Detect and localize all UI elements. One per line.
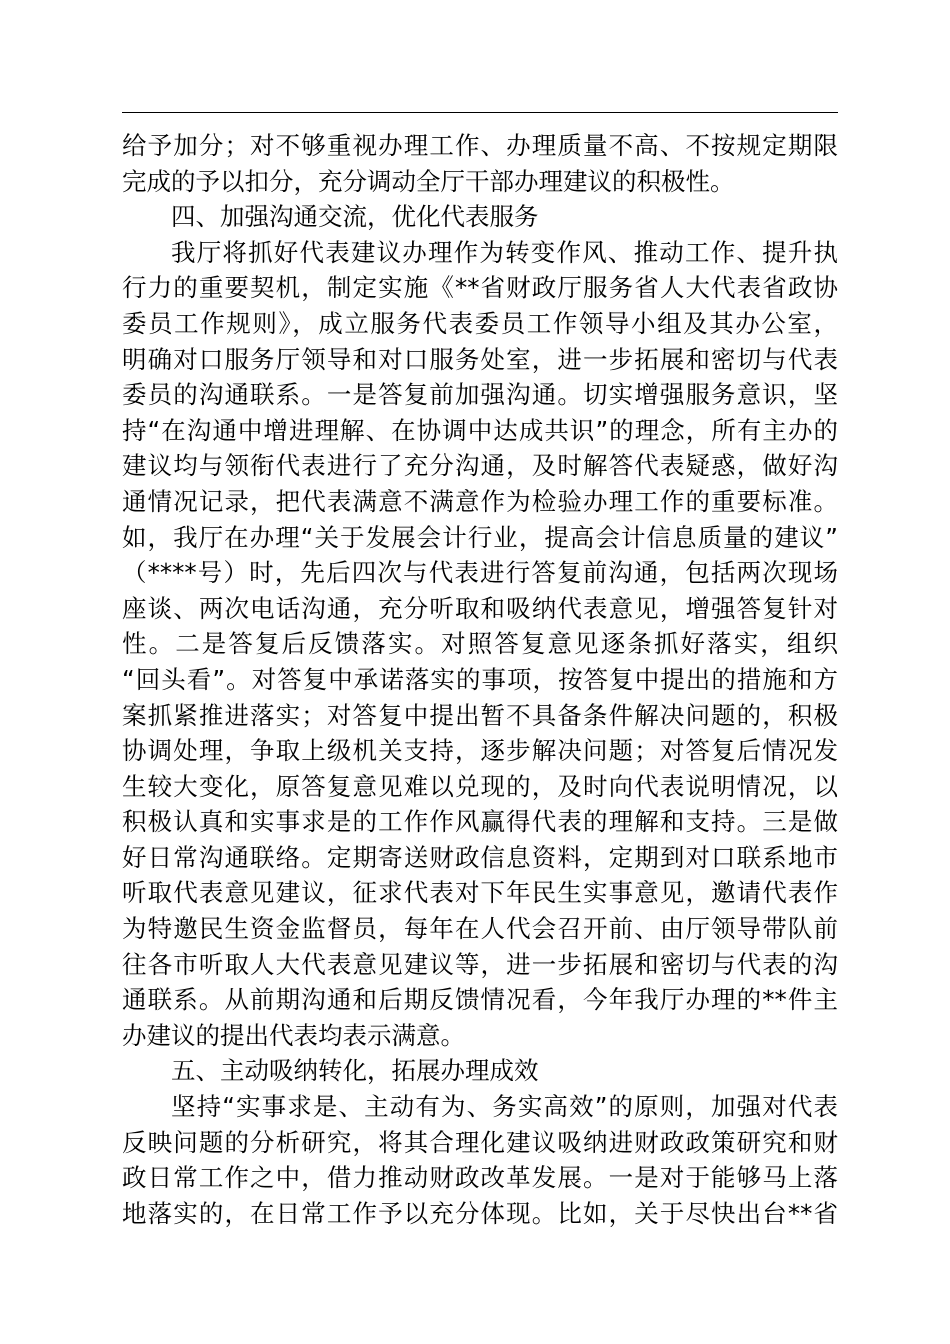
- text-line: 通情况记录，把代表满意不满意作为检验办理工作的重要标准。: [122, 486, 838, 516]
- text-line: 地落实的，在日常工作予以充分体现。比如，关于尽快出台**省: [122, 1198, 838, 1228]
- text-line: 持“在沟通中增进理解、在协调中达成共识”的理念，所有主办的: [122, 415, 838, 445]
- text-line: 完成的予以扣分，充分调动全厅干部办理建议的积极性。: [122, 166, 735, 196]
- text-line: 座谈、两次电话沟通，充分听取和吸纳代表意见，增强答复针对: [122, 593, 838, 623]
- text-line: 建议均与领衔代表进行了充分沟通，及时解答代表疑惑，做好沟: [122, 451, 838, 481]
- text-line: 为特邀民生资金监督员，每年在人代会召开前、由厅领导带队前: [122, 914, 838, 944]
- text-line: 我厅将抓好代表建议办理作为转变作风、推动工作、提升执: [171, 237, 838, 267]
- text-line: （****号）时，先后四次与代表进行答复前沟通，包括两次现场: [122, 558, 838, 588]
- text-line: 如，我厅在办理“关于发展会计行业，提高会计信息质量的建议”: [122, 522, 838, 552]
- text-line: 性。二是答复后反馈落实。对照答复意见逐条抓好落实，组织: [122, 629, 838, 659]
- text-line: “回头看”。对答复中承诺落实的事项，按答复中提出的措施和方: [122, 664, 838, 694]
- text-line: 政日常工作之中，借力推动财政改革发展。一是对于能够马上落: [122, 1163, 838, 1193]
- text-line: 案抓紧推进落实；对答复中提出暂不具备条件解决问题的，积极: [122, 700, 838, 730]
- text-line: 通联系。从前期沟通和后期反馈情况看，今年我厅办理的**件主: [122, 985, 838, 1015]
- section-heading: 五、主动吸纳转化，拓展办理成效: [171, 1056, 539, 1086]
- text-line: 给予加分；对不够重视办理工作、办理质量不高、不按规定期限: [122, 131, 838, 160]
- text-line: 委员工作规则》，成立服务代表委员工作领导小组及其办公室，: [122, 308, 838, 338]
- text-line: 生较大变化，原答复意见难以兑现的，及时向代表说明情况，以: [122, 771, 838, 801]
- text-line: 协调处理，争取上级机关支持，逐步解决问题；对答复后情况发: [122, 736, 838, 766]
- text-line: 明确对口服务厅领导和对口服务处室，进一步拓展和密切与代表: [122, 344, 838, 374]
- text-line: 办建议的提出代表均表示满意。: [122, 1020, 465, 1050]
- header-rule: [122, 112, 838, 113]
- text-line: 积极认真和实事求是的工作作风赢得代表的理解和支持。三是做: [122, 807, 838, 837]
- text-line: 行力的重要契机，制定实施《**省财政厅服务省人大代表省政协: [122, 273, 838, 303]
- text-line: 听取代表意见建议，征求代表对下年民生实事意见，邀请代表作: [122, 878, 838, 908]
- text-line: 委员的沟通联系。一是答复前加强沟通。切实增强服务意识，坚: [122, 380, 838, 410]
- text-line: 坚持“实事求是、主动有为、务实高效”的原则，加强对代表: [171, 1092, 838, 1122]
- text-line: 好日常沟通联络。定期寄送财政信息资料，定期到对口联系地市: [122, 842, 838, 872]
- text-line: 往各市听取人大代表意见建议等，进一步拓展和密切与代表的沟: [122, 949, 838, 979]
- document-body: [122, 128, 838, 1231]
- text-line: 反映问题的分析研究，将其合理化建议吸纳进财政政策研究和财: [122, 1127, 838, 1157]
- section-heading: 四、加强沟通交流，优化代表服务: [171, 202, 539, 232]
